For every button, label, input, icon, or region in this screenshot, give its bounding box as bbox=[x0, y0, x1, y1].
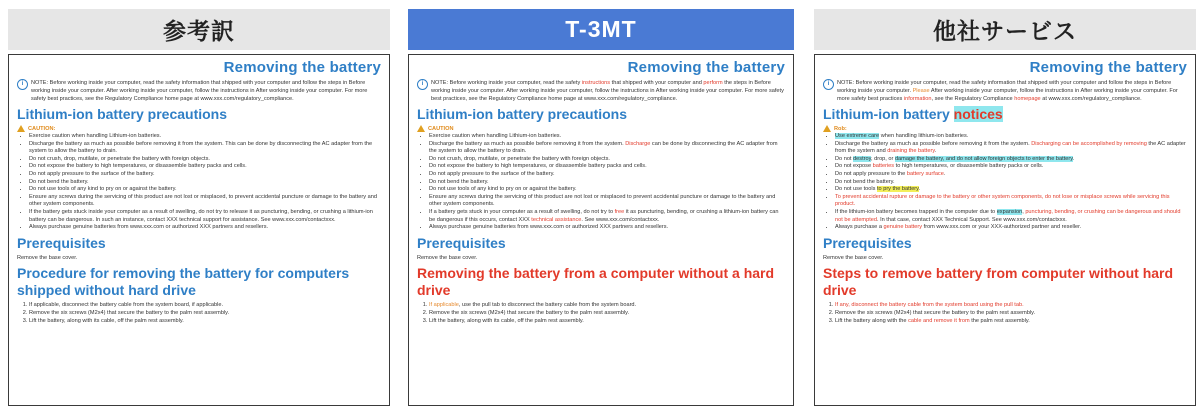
note-block bbox=[17, 79, 381, 103]
info-icon: i bbox=[417, 79, 428, 90]
note-text: NOTE: Before working inside your computer, read the safety information that shipped with your computer and follow the steps in Before working inside your computer. Please After working inside your computer, follow the instructions in After working inside your computer. For more safety best practices information, see the Regulatory Compliance homepage at www.xxx.com/regulatory_compliance. bbox=[837, 80, 1178, 102]
note-block bbox=[823, 79, 1187, 103]
caution-label: CAUTION bbox=[417, 125, 785, 132]
list-item: • Do not expose batteries to high temperatures, or disassemble battery packs or cells. bbox=[835, 163, 1187, 171]
note-text: NOTE: Before working inside your computer, read the safety information that shipped with your computer and follow the steps in Before working inside your computer. After working inside your computer, follow the instructions in After working inside your computer. For more safety best practices, see the Regulatory Compliance home page at www.xxx.com/regulatory_compliance. bbox=[31, 80, 368, 102]
list-item: • Ensure any screws during the servicing of this product are not lost or misplaced to prevent accidental puncture or damage to the battery and other system components. bbox=[429, 194, 785, 209]
list-item: • Do not use tools of any kind to pry on or against the battery. bbox=[429, 186, 785, 194]
column-header-reference: 参考訳 bbox=[8, 9, 390, 50]
prereq-text: Remove the base cover. bbox=[823, 254, 884, 261]
doc-title: Removing the battery bbox=[627, 59, 785, 76]
list-item: • If a battery gets stuck in your computer as a result of swelling, do not try to free it as puncturing, bending, or crushing a lithium-ion battery can be dangerous if this occurs, contact XXX technical assistance. See www.xxx.com/contactxxx. bbox=[429, 209, 785, 224]
list-item: • Do not expose the battery to high temperatures, or disassemble battery packs and cells. bbox=[29, 163, 381, 171]
list-item: • Ensure any screws during the servicing of this product are not lost or misplaced, to prevent accidental puncture or damage to the battery and other system components. bbox=[29, 194, 381, 209]
caution-label: CAUTION: bbox=[17, 125, 381, 132]
list-item: • Always purchase genuine batteries from www.xxx.com or authorized XXX partners and resellers. bbox=[29, 224, 381, 232]
column-other bbox=[814, 0, 1196, 420]
list-item: 2. Remove the six screws (M2x4) that secure the battery to the palm rest assembly. bbox=[29, 309, 381, 317]
prereq-text: Remove the base cover. bbox=[17, 254, 78, 261]
doc-title: Removing the battery bbox=[223, 59, 381, 76]
step-list bbox=[835, 301, 1187, 325]
list-item: • Discharge the battery as much as possible before removing it from the system. Discharge can be done by disconnecting the AC adapter from the system to allow the battery to drain. bbox=[429, 141, 785, 156]
heading-procedure: Procedure for removing the battery for computers shipped without hard drive bbox=[17, 264, 350, 298]
list-item: • Always purchase a genuine battery from www.xxx.com or your XXX-authorized partner and reseller. bbox=[835, 224, 1187, 232]
heading-precautions: Lithium-ion battery notices bbox=[823, 106, 1003, 122]
list-item: • Do not apply pressure to the battery surface. bbox=[835, 171, 1187, 179]
list-item: • Always purchase genuine batteries from www.xxx.com or authorized XXX partners and resellers. bbox=[429, 224, 785, 232]
list-item: • Do not use tools to pry the battery. bbox=[835, 186, 1187, 194]
list-item: 3. Lift the battery, along with its cable, off the palm rest assembly. bbox=[429, 317, 785, 325]
heading-precautions: Lithium-ion battery precautions bbox=[417, 106, 628, 122]
list-item: • Exercise caution when handling Lithium-ion batteries. bbox=[429, 133, 785, 141]
list-item: 2. Remove the six screws (M2x4) that secure the battery to the palm rest assembly. bbox=[835, 309, 1187, 317]
doc-panel-t3mt bbox=[408, 54, 794, 406]
heading-prerequisites: Prerequisites bbox=[417, 234, 506, 251]
note-text: NOTE: Before working inside your computer, read the safety instructions that shipped with your computer and perform the steps in Before working inside your computer. After working inside your computer, follow the instructions in After working inside your computer. For more safety best practices, see the Regulatory Compliance home page at www.xxx.com/regulatory_compliance. bbox=[431, 80, 784, 102]
warning-icon bbox=[17, 125, 25, 132]
doc-panel-other bbox=[814, 54, 1196, 406]
warning-icon bbox=[417, 125, 425, 132]
list-item: • Do not bend the battery. bbox=[835, 179, 1187, 187]
doc-title: Removing the battery bbox=[1029, 59, 1187, 76]
list-item: 3. Lift the battery along with the cable and remove it from the palm rest assembly. bbox=[835, 317, 1187, 325]
list-item: • Use extreme care when handling lithium-ion batteries. bbox=[835, 133, 1187, 141]
list-item: • Do not bend the battery. bbox=[429, 179, 785, 187]
list-item: 1. If any, disconnect the battery cable from the system board using the pull tab. bbox=[835, 301, 1187, 309]
info-icon: i bbox=[823, 79, 834, 90]
step-list bbox=[429, 301, 785, 325]
column-t3mt bbox=[408, 0, 794, 420]
list-item: • To prevent accidental rupture or damage to the battery or other system components, do not lose or misplace screws while servicing this product. bbox=[835, 194, 1187, 209]
column-header-other: 他社サービス bbox=[814, 9, 1196, 50]
list-item: 2. Remove the six screws (M2x4) that secure the battery to the palm rest assembly. bbox=[429, 309, 785, 317]
list-item: • Do not use tools of any kind to pry on or against the battery. bbox=[29, 186, 381, 194]
caution-label: Rob: bbox=[823, 125, 1187, 132]
list-item: • Do not crush, drop, mutilate, or penetrate the battery with foreign objects. bbox=[29, 156, 381, 164]
list-item: • Do not expose the battery to high temperatures, or disassemble battery packs and cells. bbox=[429, 163, 785, 171]
list-item: • Do not destroy, drop, or damage the battery, and do not allow foreign objects to enter the battery. bbox=[835, 156, 1187, 164]
info-icon: i bbox=[17, 79, 28, 90]
warning-icon bbox=[823, 125, 831, 132]
precaution-list bbox=[29, 133, 381, 232]
list-item: • Do not apply pressure to the surface of the battery. bbox=[429, 171, 785, 179]
heading-prerequisites: Prerequisites bbox=[823, 234, 912, 251]
note-block bbox=[417, 79, 785, 103]
list-item: 3. Lift the battery, along with its cable, off the palm rest assembly. bbox=[29, 317, 381, 325]
list-item: • Do not apply pressure to the surface of the battery. bbox=[29, 171, 381, 179]
precaution-list bbox=[835, 133, 1187, 232]
list-item: • Do not bend the battery. bbox=[29, 179, 381, 187]
prereq-text: Remove the base cover. bbox=[417, 254, 478, 261]
list-item: • Discharge the battery as much as possible before removing it from the system. Discharging can be accomplished by removing the AC adapter from the system and draining the battery. bbox=[835, 141, 1187, 156]
list-item: 1. If applicable, disconnect the battery cable from the system board, if applicable. bbox=[29, 301, 381, 309]
heading-precautions: Lithium-ion battery precautions bbox=[17, 106, 228, 122]
list-item: • Discharge the battery as much as possible before removing it from the system. This can be done by disconnecting the AC adapter from the system to allow the battery to drain. bbox=[29, 141, 381, 156]
column-reference bbox=[8, 0, 390, 420]
column-header-t3mt: T-3MT bbox=[408, 9, 794, 50]
list-item: • If the lithium-ion battery becomes trapped in the computer due to expansion, puncturing, bending, or crushing can be dangerous and should not be attempted. In that case, contact XXX Technical Support. See www.xxx.com/contactxxx. bbox=[835, 209, 1187, 224]
step-list bbox=[29, 301, 381, 325]
list-item: • Do not crush, drop, mutilate, or penetrate the battery with foreign objects. bbox=[429, 156, 785, 164]
doc-panel-reference bbox=[8, 54, 390, 406]
list-item: • Exercise caution when handling Lithium-ion batteries. bbox=[29, 133, 381, 141]
precaution-list bbox=[429, 133, 785, 232]
heading-procedure: Steps to remove battery from computer without hard drive bbox=[823, 264, 1174, 298]
list-item: • If the battery gets stuck inside your computer as a result of swelling, do not try to release it as puncturing, bending, or crushing a lithium-ion battery can be dangerous. In such an instance, contact XXX technical support for assistance. See www.xxx.com/contactxxx. bbox=[29, 209, 381, 224]
list-item: 1. If applicable, use the pull tab to disconnect the battery cable from the system board. bbox=[429, 301, 785, 309]
heading-procedure: Removing the battery from a computer without a hard drive bbox=[417, 264, 775, 298]
heading-prerequisites: Prerequisites bbox=[17, 234, 106, 251]
